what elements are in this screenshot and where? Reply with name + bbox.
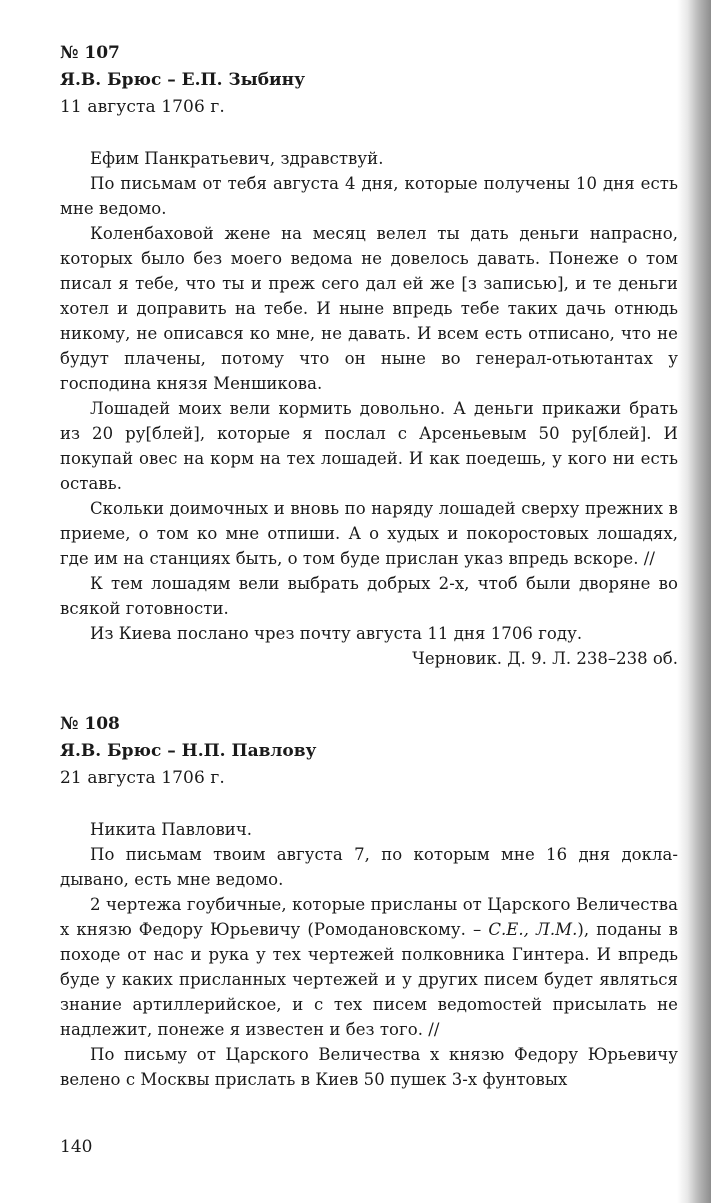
body-paragraph: По письму от Царского Величества х князю Федору Юрьевичу велено с Москвы прислать в Киев 50 пушек 3-х фунтовых: [60, 1045, 678, 1089]
document-header: Я.В. Брюс – Е.П. Зыбину: [60, 70, 305, 90]
document-header: Я.В. Брюс – Н.П. Павлову: [60, 741, 317, 761]
body-paragraph: Скольки доимочных и вновь по наряду лошадей сверху прежних в приеме, о том ко мне отпиши. А о худых и покоростовых лошадях, где им на станциях быть, о том буде прислан указ впредь вскоре. //: [60, 499, 678, 568]
document-page: [60, 40, 678, 1092]
body-paragraph: По письмам твоим августа 7, по которым мне 16 дня докладывано, есть мне ведомо.: [60, 845, 678, 889]
document-entry-107: [60, 40, 678, 671]
document-entry-108: [60, 711, 678, 1092]
body-paragraph: Лошадей моих вели кормить довольно. А деньги прикажи брать из 20 ру[блей], которые я послал с Арсеньевым 50 ру[блей]. И покупай овес на корм на тех лошадей. И как поедешь, у кого ни есть оставь.: [60, 399, 678, 493]
page-number: 140: [60, 1137, 93, 1157]
paragraph-text: ), поданы в походе от нас и рука у тех чертежей полковника Гинтера. И впредь буде у каких присланных чертежей и у других писем будет являться знание артиллерийское, и с тех писем ведоmостей присылать не надлежит, понеже я известен и без того. //: [60, 920, 678, 1039]
document-date: 11 августа 1706 г.: [60, 97, 225, 117]
body-paragraph: По письмам от тебя августа 4 дня, которые получены 10 дня есть мне ведомо.: [60, 174, 678, 218]
paragraph-text: 2 чертежа гоубичные, которые присланы от Царского Величества х князю Федору Юрьевичу (Ромодановскому. –: [60, 895, 678, 939]
body-paragraph: Коленбаховой жене на месяц велел ты дать деньги напрасно, которых было без моего ведома не довелось давать. Понеже о том писал я тебе, что ты и преж сего дал ей же [з записью], и те деньги хотел и доправить на тебе. И ныне впредь тебе таких дачь отнюдь никому, не описався ко мне, не давать. И всем есть отписано, что не будут плачены, потому что он ныне во генерал-отьютантах у господина князя Меншикова.: [60, 224, 678, 393]
document-body: [60, 817, 678, 1092]
body-paragraph: [60, 892, 678, 1042]
editor-note: С.Е., Л.М.: [488, 920, 578, 939]
body-paragraph: К тем лошадям вели выбрать добрых 2-х, чтоб были дворяне во всякой готовности.: [60, 574, 678, 618]
document-date: 21 августа 1706 г.: [60, 768, 225, 788]
document-body: [60, 146, 678, 646]
book-spine-shadow: [677, 0, 711, 1203]
body-paragraph: Ефим Панкратьевич, здравствуй.: [90, 149, 384, 168]
document-number: № 108: [60, 714, 120, 734]
archive-source-note: Черновик. Д. 9. Л. 238–238 об.: [412, 649, 678, 668]
document-number: № 107: [60, 43, 120, 63]
body-paragraph: Никита Павлович.: [90, 820, 253, 839]
body-paragraph: Из Киева послано чрез почту августа 11 дня 1706 году.: [90, 624, 583, 643]
